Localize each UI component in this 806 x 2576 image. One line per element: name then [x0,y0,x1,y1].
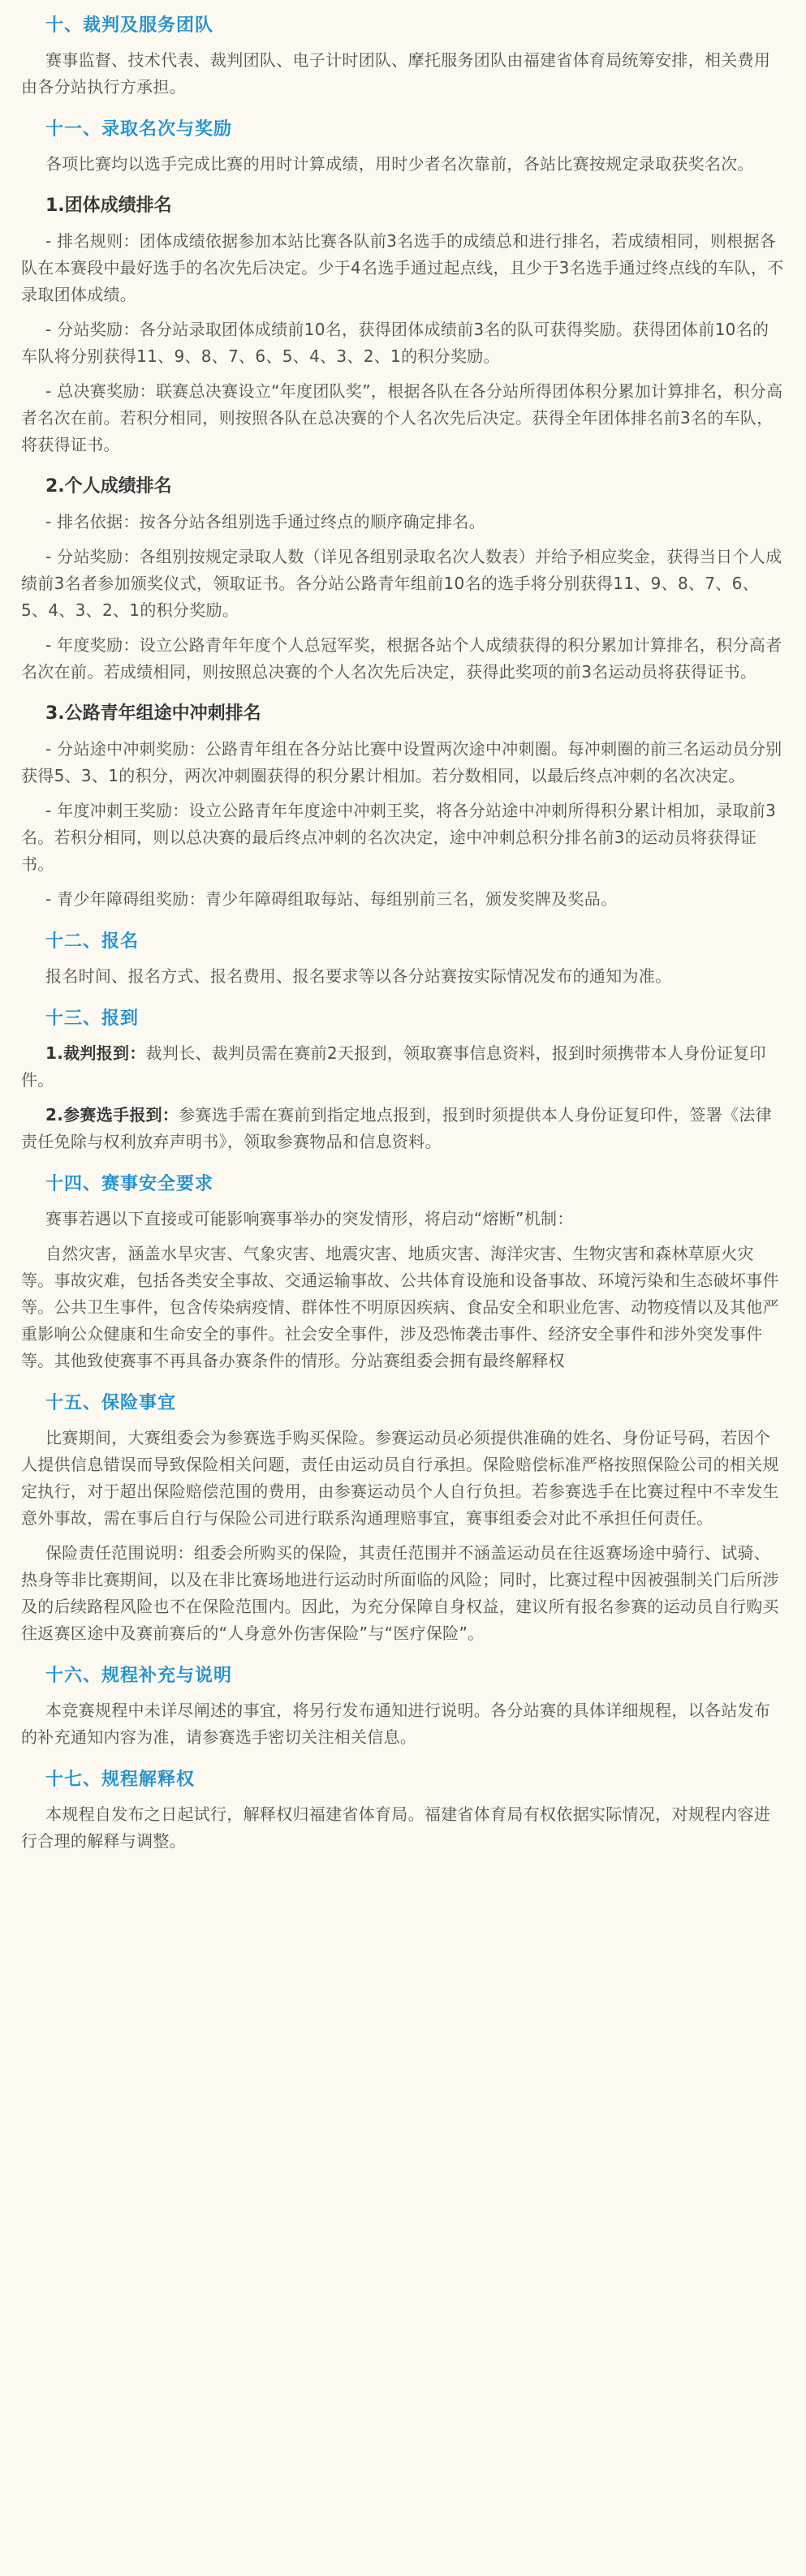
section-heading: 十七、规程解释权 [45,1770,196,1790]
paragraph [21,1241,785,1374]
section-heading: 十三、报到 [45,1008,140,1029]
paragraph-text: - 总决赛奖励：联赛总决赛设立“年度团队奖”，根据各队在各分站所得团体积分累加计算排名，积分高者名次在前。若积分相同，则按照各队在总决赛的个人名次先后决定。获得全年团体排名前3名的车队，将获得证书。 [21,381,783,454]
paragraph [21,544,785,624]
paragraph-text: - 排名依据：按各分站各组别选手通过终点的顺序确定排名。 [45,512,485,531]
paragraph-text: - 排名规则：团体成绩依据参加本站比赛各队前3名选手的成绩总和进行排名，若成绩相同，则根据各队在本赛段中最好选手的名次先后决定。少于4名选手通过起点线，且少于3名选手通过终点线的车队，不录取团体成绩。 [21,231,784,304]
section-heading: 十二、报名 [45,931,140,952]
paragraph [21,1102,785,1155]
paragraph-lead: 2.参赛选手报到： [45,1105,179,1125]
paragraph-text: - 年度奖励：设立公路青年年度个人总冠军奖，根据各站个人成绩获得的积分累加计算排名，积分高者名次在前。若成绩相同，则按照总决赛的个人名次先后决定，获得此奖项的前3名运动员将获得证书。 [21,635,782,682]
paragraph [21,963,785,990]
paragraph [21,1425,785,1532]
section-heading: 十六、规程补充与说明 [45,1666,233,1686]
paragraph [21,151,785,178]
paragraph [21,378,785,458]
paragraph-text: 报名时间、报名方式、报名费用、报名要求等以各分站赛按实际情况发布的通知为准。 [45,966,672,986]
paragraph-text: 本规程自发布之日起试行，解释权归福建省体育局。福建省体育局有权依据实际情况，对规程内容进行合理的解释与调整。 [21,1804,771,1851]
paragraph [21,316,785,370]
paragraph [21,1540,785,1647]
section-heading: 十五、保险事宜 [45,1393,177,1413]
paragraph [21,1801,785,1855]
paragraph-text: 赛事若遇以下直接或可能影响赛事举办的突发情形，将启动“熔断”机制： [45,1209,574,1228]
paragraph-text: - 年度冲刺王奖励：设立公路青年年度途中冲刺王奖，将各分站途中冲刺所得积分累计相加，录取前3名。若积分相同，则以总决赛的最后终点冲刺的名次决定，途中冲刺总积分排名前3的运动员将获得证书。 [21,801,777,874]
paragraph-text: 裁判长、裁判员需在赛前2天报到，领取赛事信息资料，报到时须携带本人身份证复印件。 [21,1043,766,1090]
paragraph [21,47,785,101]
paragraph-text: - 分站途中冲刺奖励：公路青年组在各分站比赛中设置两次途中冲刺圈。每冲刺圈的前三名运动员分别获得5、3、1的积分，两次冲刺圈获得的积分累计相加。若分数相同，以最后终点冲刺的名次决定。 [21,739,782,785]
paragraph-text: - 分站奖励：各组别按规定录取人数（详见各组别录取名次人数表）并给予相应奖金，获得当日个人成绩前3名者参加颁奖仪式，领取证书。各分站公路青年组前10名的选手将分别获得11、9、8、7、6、5、4、3、2、1的积分奖励。 [21,547,782,620]
paragraph [21,886,785,913]
paragraph-lead: 1.裁判报到： [45,1043,146,1063]
paragraph-text: 自然灾害，涵盖水旱灾害、气象灾害、地震灾害、地质灾害、海洋灾害、生物灾害和森林草原火灾等。事故灾难，包括各类安全事故、交通运输事故、公共体育设施和设备事故、环境污染和生态破坏事件等。公共卫生事件，包含传染病疫情、群体性不明原因疾病、食品安全和职业危害、动物疫情以及其他严重影响公众健康和生命安全的事件。社会安全事件，涉及恐怖袭击事件、经济安全事件和涉外突发事件等。其他致使赛事不再具备办赛条件的情形。分站赛组委会拥有最终解释权 [21,1244,779,1370]
paragraph-text: - 分站奖励：各分站录取团体成绩前10名，获得团体成绩前3名的队可获得奖励。获得团体前10名的车队将分别获得11、9、8、7、6、5、4、3、2、1的积分奖励。 [21,320,769,366]
paragraph-text: 参赛选手需在赛前到指定地点报到，报到时须提供本人身份证复印件，签署《法律责任免除与权利放弃声明书》，领取参赛物品和信息资料。 [21,1105,773,1151]
subsection-heading: 1.团体成绩排名 [45,196,172,216]
section-heading: 十、裁判及服务团队 [45,15,214,36]
paragraph-text: 本竞赛规程中未详尽阐述的事宜，将另行发布通知进行说明。各分站赛的具体详细规程，以各站发布的补充通知内容为准，请参赛选手密切关注相关信息。 [21,1701,771,1747]
paragraph-text: 各项比赛均以选手完成比赛的用时计算成绩，用时少者名次靠前，各站比赛按规定录取获奖名次。 [45,154,754,174]
paragraph [21,1040,785,1094]
paragraph [21,736,785,789]
paragraph [21,798,785,878]
subsection-heading: 3.公路青年组途中冲刺排名 [45,703,261,724]
paragraph-text: 比赛期间，大赛组委会为参赛选手购买保险。参赛运动员必须提供准确的姓名、身份证号码，若因个人提供信息错误而导致保险相关问题，责任由运动员自行承担。保险赔偿标准严格按照保险公司的相关规定执行，对于超出保险赔偿范围的费用，由参赛运动员个人自行负担。若参赛选手在比赛过程中不幸发生意外事故，需在事后自行与保险公司进行联系沟通理赔事宜，赛事组委会对此不承担任何责任。 [21,1428,779,1528]
section-heading: 十四、赛事安全要求 [45,1174,214,1194]
paragraph-text: 保险责任范围说明：组委会所购买的保险，其责任范围并不涵盖运动员在往返赛场途中骑行、试骑、热身等非比赛期间，以及在非比赛场地进行运动时所面临的风险；同时，比赛过程中因被强制关门后所涉及的后续路程风险也不在保险范围内。因此，为充分保障自身权益，建议所有报名参赛的运动员自行购买往返赛区途中及赛前赛后的“人身意外伤害保险”与“医疗保险”。 [21,1543,779,1643]
subsection-heading: 2.个人成绩排名 [45,476,172,497]
paragraph [21,509,785,535]
paragraph [21,1206,785,1232]
paragraph [21,228,785,308]
paragraph-text: 赛事监督、技术代表、裁判团队、电子计时团队、摩托服务团队由福建省体育局统筹安排，相关费用由各分站执行方承担。 [21,50,771,97]
section-heading: 十一、录取名次与奖励 [45,119,233,140]
paragraph [21,1697,785,1751]
paragraph [21,632,785,686]
paragraph-text: - 青少年障碍组奖励：青少年障碍组取每站、每组别前三名，颁发奖牌及奖品。 [45,889,618,909]
